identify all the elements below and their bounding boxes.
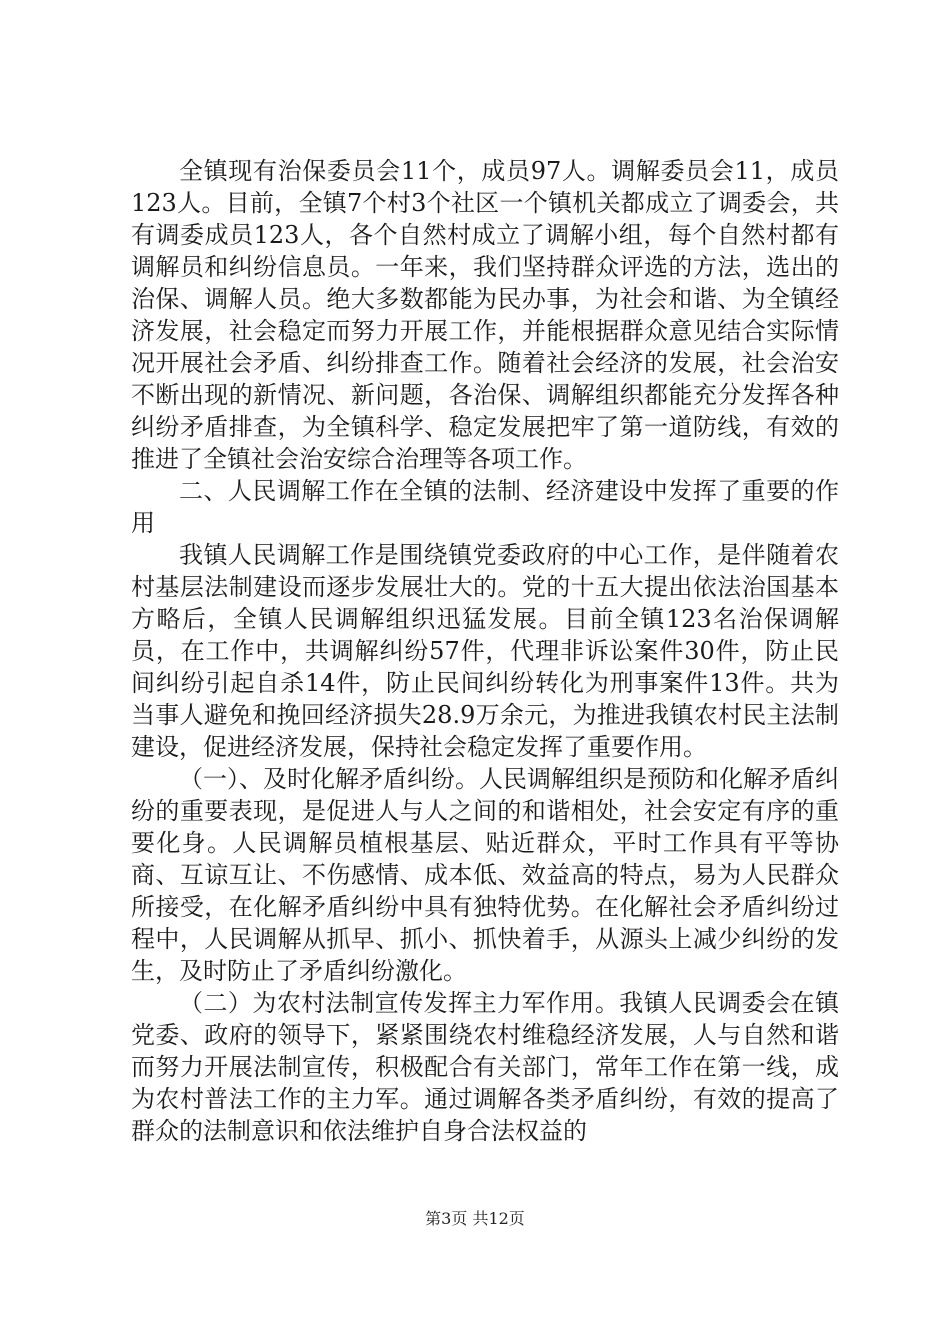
paragraph-committees: 全镇现有治保委员会11个，成员97人。调解委员会11，成员123人。目前，全镇7个村3个社区一个镇机关都成立了调委会，共有调委成员123人，各个自然村成立了调解小组，每个自然村都有调解员和纠纷信息员。一年来，我们坚持群众评选的方法，选出的治保、调解人员。绝大多数都能为民办事，为社会和谐、为全镇经济发展，社会稳定而努力开展工作，并能根据群众意见结合实际情况开展社会矛盾、纠纷排查工作。随着社会经济的发展，社会治安不断出现的新情况、新问题，各治保、调解组织都能充分发挥各种纠纷矛盾排查，为全镇科学、稳定发展把牢了第一道防线，有效的推进了全镇社会治安综合治理等各项工作。: [131, 157, 839, 473]
paragraph-resolve-disputes: （一）、及时化解矛盾纠纷。人民调解组织是预防和化解矛盾纠纷的重要表现，是促进人与人之间的和谐相处，社会安定有序的重要化身。人民调解员植根基层、贴近群众，平时工作具有平等协商、互谅互让、不伤感情、成本低、效益高的特点，易为人民群众所接受，在化解矛盾纠纷中具有独特优势。在化解社会矛盾纠纷过程中，人民调解从抓早、抓小、抓快着手，从源头上减少纠纷的发生，及时防止了矛盾纠纷激化。: [131, 765, 839, 985]
page-footer: 第3页 共12页: [425, 1209, 525, 1228]
section-heading-two: 二、人民调解工作在全镇的法制、经济建设中发挥了重要的作用: [131, 477, 839, 537]
document-body: [131, 155, 839, 1147]
paragraph-legal-publicity: （二）为农村法制宣传发挥主力军作用。我镇人民调委会在镇党委、政府的领导下，紧紧围绕农村维稳经济发展，人与自然和谐而努力开展法制宣传，积极配合有关部门，常年工作在第一线，成为农村普法工作的主力军。通过调解各类矛盾纠纷，有效的提高了群众的法制意识和依法维护自身合法权益的: [131, 989, 839, 1145]
paragraph-mediation-work: 我镇人民调解工作是围绕镇党委政府的中心工作，是伴随着农村基层法制建设而逐步发展壮大的。党的十五大提出依法治国基本方略后，全镇人民调解组织迅猛发展。目前全镇123名治保调解员，在工作中，共调解纠纷57件，代理非诉讼案件30件，防止民间纠纷引起自杀14件，防止民间纠纷转化为刑事案件13件。共为当事人避免和挽回经济损失28.9万余元，为推进我镇农村民主法制建设，促进经济发展，保持社会稳定发挥了重要作用。: [131, 541, 839, 761]
